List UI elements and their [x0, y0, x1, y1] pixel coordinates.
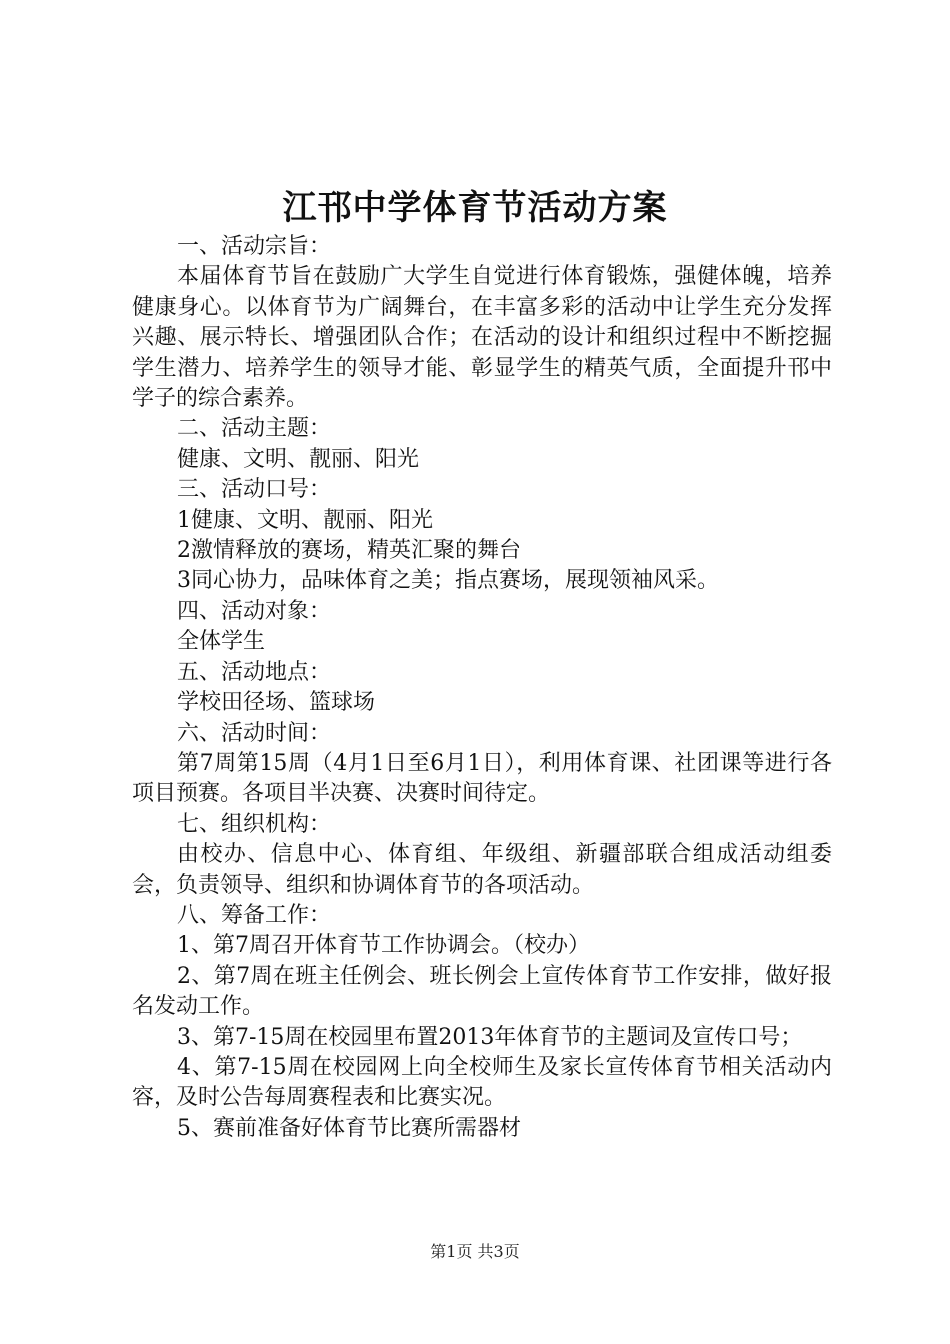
section-heading-preparation: 八、筹备工作：: [177, 902, 332, 928]
preparation-item: 3、第7-15周在校园里布置2013年体育节的主题词及宣传口号；: [177, 1024, 803, 1050]
preparation-item: 1、第7周召开体育节工作协调会。（校办）: [177, 933, 590, 959]
section-heading-slogan: 三、活动口号：: [177, 477, 332, 503]
theme-paragraph: 健康、文明、靓丽、阳光: [177, 446, 420, 472]
section-heading-organization: 七、组织机构：: [177, 811, 332, 837]
preparation-item: 2、第7周在班主任例会、班长例会上宣传体育节工作安排，做好报名发动工作。: [132, 963, 832, 1020]
section-heading-purpose: 一、活动宗旨：: [177, 234, 332, 259]
preparation-item: 5、赛前准备好体育节比赛所需器材: [177, 1115, 521, 1141]
time-paragraph: 第7周第15周（4月1日至6月1日），利用体育课、社团课等进行各项目预赛。各项目半决赛、决赛时间待定。: [132, 750, 832, 807]
document-body: [132, 232, 832, 1144]
slogan-item: 1健康、文明、靓丽、阳光: [177, 507, 433, 533]
organization-paragraph: 由校办、信息中心、体育组、年级组、新疆部联合组成活动组委会，负责领导、组织和协调体育节的各项活动。: [132, 842, 832, 898]
slogan-item: 3同心协力，品味体育之美；指点赛场，展现领袖风采。: [177, 568, 719, 594]
section-heading-theme: 二、活动主题：: [177, 416, 332, 442]
section-heading-audience: 四、活动对象：: [177, 598, 332, 624]
purpose-paragraph: 本届体育节旨在鼓励广大学生自觉进行体育锻炼，强健体魄，培养健康身心。以体育节为广阔舞台，在丰富多彩的活动中让学生充分发挥兴趣、展示特长、增强团队合作；在活动的设计和组织过程中不断挖掘学生潜力、培养学生的领导才能、彰显学生的精英气质，全面提升邗中学子的综合素养。: [132, 264, 832, 412]
section-heading-location: 五、活动地点：: [177, 659, 332, 685]
document-title: 江邗中学体育节活动方案: [282, 188, 668, 228]
audience-paragraph: 全体学生: [177, 629, 266, 655]
section-heading-time: 六、活动时间：: [177, 720, 332, 746]
location-paragraph: 学校田径场、篮球场: [177, 690, 376, 716]
preparation-item: 4、第7-15周在校园网上向全校师生及家长宣传体育节相关活动内容，及时公告每周赛程表和比赛实况。: [132, 1054, 832, 1111]
slogan-item: 2激情释放的赛场，精英汇聚的舞台: [177, 538, 521, 564]
page-number-footer: 第1页 共3页: [430, 1242, 520, 1261]
